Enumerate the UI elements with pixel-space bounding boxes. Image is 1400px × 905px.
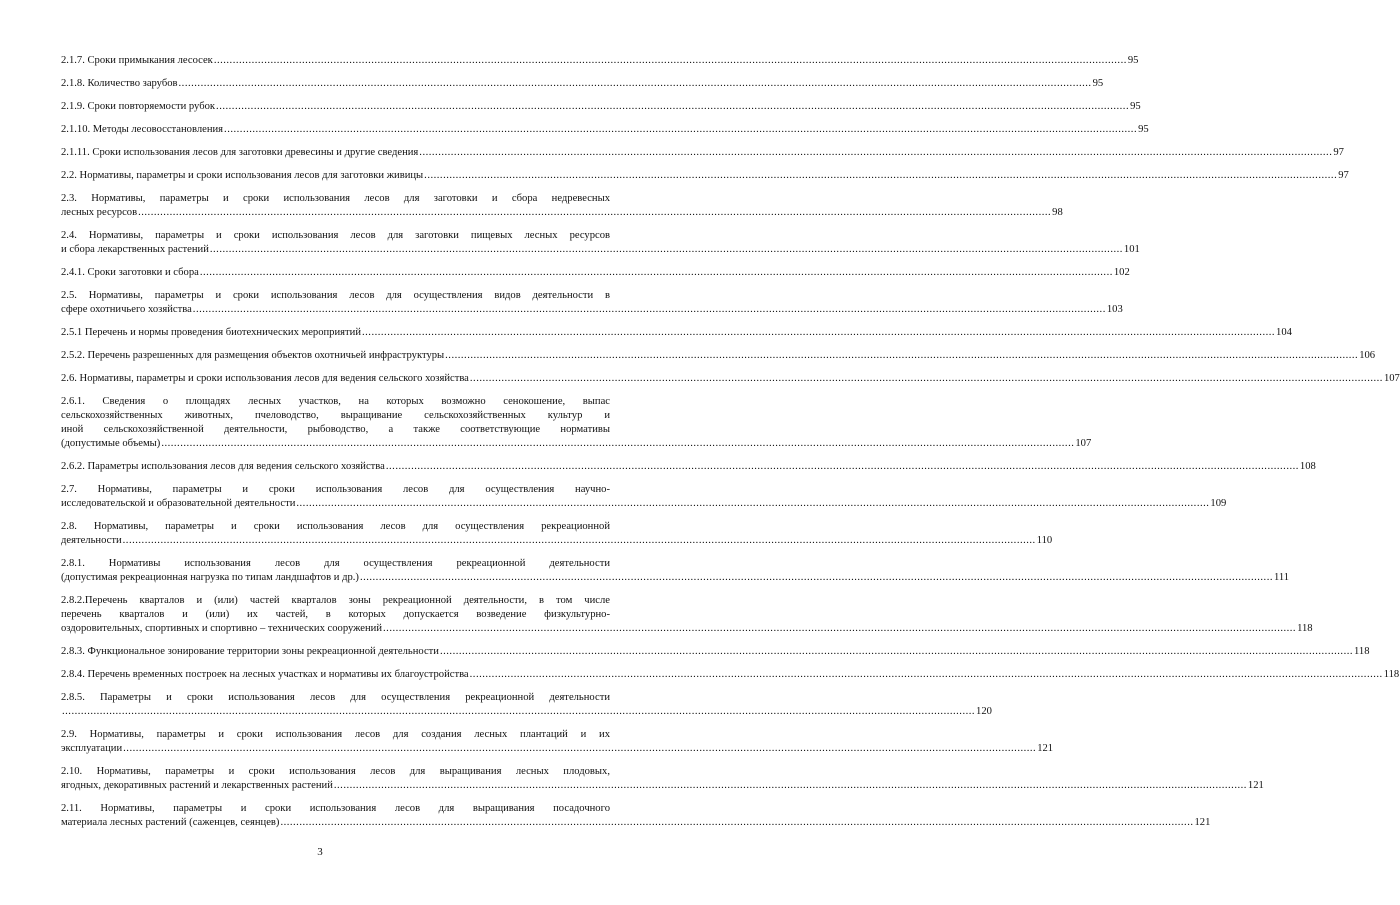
toc-entry-page: 97	[1338, 170, 1349, 181]
toc-entry[interactable]	[61, 520, 1053, 548]
toc-entry-line: 2.3. Нормативы, параметры и сроки использования лесов для заготовки и сбора недревесных	[61, 193, 610, 204]
toc-entry-page: 110	[1036, 535, 1053, 546]
toc-entry-page: 118	[1297, 623, 1313, 634]
toc-entry-title: 2.1.11. Сроки использования лесов для заготовки древесины и другие сведения	[61, 147, 419, 158]
toc-entry-line: сельскохозяйственных животных, пчеловодство, выращивание сельскохозяйственных культур и	[61, 410, 610, 421]
table-of-contents	[61, 54, 1400, 839]
toc-entry-page: 101	[1123, 244, 1140, 255]
toc-entry-page: 120	[976, 706, 992, 717]
dot-leader	[224, 123, 1137, 137]
toc-entry[interactable]	[61, 54, 1139, 68]
toc-entry-line: 2.6.1. Сведения о площадях лесных участков, на которых возможно сенокошение, выпас	[61, 396, 610, 407]
toc-entry[interactable]	[61, 326, 1292, 340]
toc-entry-page: 103	[1106, 304, 1123, 315]
dot-leader	[138, 206, 1051, 220]
toc-entry[interactable]	[61, 289, 1123, 317]
toc-entry-last-line	[61, 460, 1316, 474]
toc-entry-last-line	[61, 169, 1349, 183]
toc-entry[interactable]	[61, 146, 1344, 160]
toc-entry-last-line	[61, 123, 1149, 137]
dot-leader	[193, 303, 1106, 317]
toc-entry-last-line	[61, 779, 1264, 793]
toc-entry[interactable]	[61, 645, 1370, 659]
toc-entry-last-line	[61, 146, 1344, 160]
toc-entry-line: 2.8. Нормативы, параметры и сроки использования лесов для осуществления рекреационной	[61, 521, 610, 532]
toc-entry-title: 2.1.7. Сроки примыкания лесосек	[61, 55, 213, 66]
toc-entry-last-line	[61, 243, 1140, 257]
toc-entry-last-line	[61, 622, 1313, 636]
toc-entry-title: 2.4.1. Сроки заготовки и сбора	[61, 267, 199, 278]
toc-entry-title: 2.6. Нормативы, параметры и сроки использования лесов для ведения сельского хозяйства	[61, 373, 469, 384]
toc-entry-page: 111	[1273, 572, 1290, 583]
toc-entry-title: лесных ресурсов	[61, 207, 138, 218]
toc-entry-last-line	[61, 571, 1290, 585]
dot-leader	[445, 349, 1358, 363]
dot-leader	[214, 54, 1127, 68]
toc-entry-line: 2.8.1. Нормативы использования лесов для осуществления рекреационной деятельности	[61, 558, 610, 569]
toc-entry[interactable]	[61, 594, 1313, 636]
toc-entry-page: 121	[1037, 743, 1054, 754]
toc-entry-last-line	[61, 437, 1092, 451]
toc-entry[interactable]	[61, 229, 1140, 257]
dot-leader	[424, 169, 1337, 183]
dot-leader	[383, 622, 1296, 636]
toc-entry-last-line	[61, 742, 1054, 756]
toc-entry-page: 108	[1299, 461, 1316, 472]
toc-entry-last-line	[61, 77, 1104, 91]
toc-entry-title: 2.1.10. Методы лесовосстановления	[61, 124, 224, 135]
page-number: 3	[317, 846, 323, 858]
toc-entry-title: 2.5.1 Перечень и нормы проведения биотехнических мероприятий	[61, 327, 361, 338]
dot-leader	[123, 534, 1036, 548]
toc-entry-page: 118	[1383, 669, 1400, 680]
toc-entry-line: 2.8.2.Перечень кварталов и (или) частей кварталов зоны рекреационной деятельности, в том числе	[61, 595, 610, 606]
toc-entry-last-line	[61, 372, 1400, 386]
dot-leader	[123, 742, 1036, 756]
toc-entry-title: (допустимая рекреационная нагрузка по типам ландшафтов и др.)	[61, 572, 359, 583]
dot-leader	[360, 571, 1273, 585]
toc-entry[interactable]	[61, 765, 1264, 793]
toc-entry-page: 95	[1130, 101, 1141, 112]
toc-entry[interactable]	[61, 266, 1130, 280]
dot-leader	[62, 705, 975, 719]
toc-entry-title: 2.8.3. Функциональное зонирование территории зоны рекреационной деятельности	[61, 646, 439, 657]
toc-entry-line: 2.5. Нормативы, параметры и сроки использования лесов для осуществления видов деятельности в	[61, 290, 610, 301]
toc-entry-title: оздоровительных, спортивных и спортивно – технических сооружений	[61, 623, 383, 634]
toc-entry-page: 109	[1210, 498, 1227, 509]
toc-entry[interactable]	[61, 691, 992, 719]
dot-leader	[161, 437, 1074, 451]
dot-leader	[470, 668, 1383, 682]
toc-entry-last-line	[61, 705, 992, 719]
toc-entry-page: 98	[1052, 207, 1063, 218]
toc-entry[interactable]	[61, 802, 1211, 830]
toc-entry-last-line	[61, 534, 1053, 548]
toc-entry-page: 121	[1247, 780, 1264, 791]
toc-entry-title: исследовательской и образовательной деятельности	[61, 498, 296, 509]
toc-entry-page: 95	[1092, 78, 1104, 89]
toc-entry[interactable]	[61, 123, 1149, 137]
toc-entry-page: 106	[1359, 350, 1376, 361]
toc-entry-last-line	[61, 326, 1292, 340]
toc-entry-line: 2.4. Нормативы, параметры и сроки использования лесов для заготовки пищевых лесных ресурсов	[61, 230, 610, 241]
toc-entry-page: 118	[1354, 646, 1370, 657]
toc-entry-title: сфере охотничьего хозяйства	[61, 304, 192, 315]
dot-leader	[210, 243, 1123, 257]
toc-entry[interactable]	[61, 349, 1376, 363]
toc-entry-last-line	[61, 266, 1130, 280]
toc-entry[interactable]	[61, 483, 1227, 511]
toc-entry-title: 2.5.2. Перечень разрешенных для размещения объектов охотничьей инфраструктуры	[61, 350, 445, 361]
dot-leader	[296, 497, 1209, 511]
toc-entry[interactable]	[61, 192, 1063, 220]
toc-entry-title: деятельности	[61, 535, 122, 546]
dot-leader	[334, 779, 1247, 793]
toc-entry-last-line	[61, 668, 1400, 682]
toc-entry-last-line	[61, 645, 1370, 659]
toc-entry[interactable]	[61, 395, 1092, 451]
toc-entry[interactable]	[61, 77, 1104, 91]
dot-leader	[470, 372, 1383, 386]
dot-leader	[419, 146, 1332, 160]
toc-entry-line: 2.11. Нормативы, параметры и сроки использования лесов для выращивания посадочного	[61, 803, 610, 814]
toc-entry-page: 107	[1383, 373, 1400, 384]
toc-entry-page: 102	[1113, 267, 1130, 278]
toc-entry-line: 2.7. Нормативы, параметры и сроки использования лесов для осуществления научно-	[61, 484, 610, 495]
toc-entry-page: 95	[1127, 55, 1139, 66]
toc-entry-last-line	[61, 816, 1211, 830]
dot-leader	[179, 77, 1092, 91]
toc-entry-page: 95	[1138, 124, 1149, 135]
toc-entry-line: 2.10. Нормативы, параметры и сроки использования лесов для выращивания лесных плодовых,	[61, 766, 610, 777]
toc-entry-title: 2.6.2. Параметры использования лесов для ведения сельского хозяйства	[61, 461, 385, 472]
toc-entry-page: 121	[1194, 817, 1211, 828]
toc-entry-line: перечень кварталов и (или) их частей, в которых допускается возведение физкультурно-	[61, 609, 610, 620]
toc-entry-page: 97	[1333, 147, 1344, 158]
toc-entry-page: 107	[1075, 438, 1092, 449]
toc-entry-title: материала лесных растений (саженцев, сеянцев)	[61, 817, 280, 828]
dot-leader	[440, 645, 1353, 659]
toc-entry-last-line	[61, 349, 1376, 363]
toc-entry[interactable]	[61, 728, 1054, 756]
toc-entry-line: иной сельскохозяйственной деятельности, рыбоводство, а также соответствующие нормативы	[61, 424, 610, 435]
toc-entry[interactable]	[61, 460, 1316, 474]
toc-entry-last-line	[61, 54, 1139, 68]
toc-entry-title: (допустимые объемы)	[61, 438, 161, 449]
dot-leader	[216, 100, 1129, 114]
toc-entry-title: и сбора лекарственных растений	[61, 244, 209, 255]
toc-entry-title: 2.1.8. Количество зарубов	[61, 78, 178, 89]
toc-entry[interactable]	[61, 100, 1141, 114]
dot-leader	[200, 266, 1113, 280]
toc-entry-last-line	[61, 303, 1123, 317]
toc-entry[interactable]	[61, 372, 1400, 386]
toc-entry-title: 2.1.9. Сроки повторяемости рубок	[61, 101, 216, 112]
toc-entry-last-line	[61, 497, 1227, 511]
toc-entry-last-line	[61, 206, 1063, 220]
dot-leader	[386, 460, 1299, 474]
toc-entry-page: 104	[1276, 327, 1292, 338]
toc-entry[interactable]	[61, 557, 1290, 585]
toc-entry-title: 2.2. Нормативы, параметры и сроки использования лесов для заготовки живицы	[61, 170, 424, 181]
toc-entry-title: эксплуатации	[61, 743, 123, 754]
toc-entry-title: 2.8.4. Перечень временных построек на лесных участках и нормативы их благоустройства	[61, 669, 469, 680]
toc-entry[interactable]	[61, 169, 1349, 183]
toc-entry-line: 2.8.5. Параметры и сроки использования лесов для осуществления рекреационной деятельности	[61, 692, 610, 703]
toc-entry-title: ягодных, декоративных растений и лекарственных растений	[61, 780, 333, 791]
dot-leader	[280, 816, 1193, 830]
toc-entry-last-line	[61, 100, 1141, 114]
toc-entry[interactable]	[61, 668, 1400, 682]
toc-entry-line: 2.9. Нормативы, параметры и сроки использования лесов для создания лесных плантаций и их	[61, 729, 610, 740]
dot-leader	[362, 326, 1275, 340]
